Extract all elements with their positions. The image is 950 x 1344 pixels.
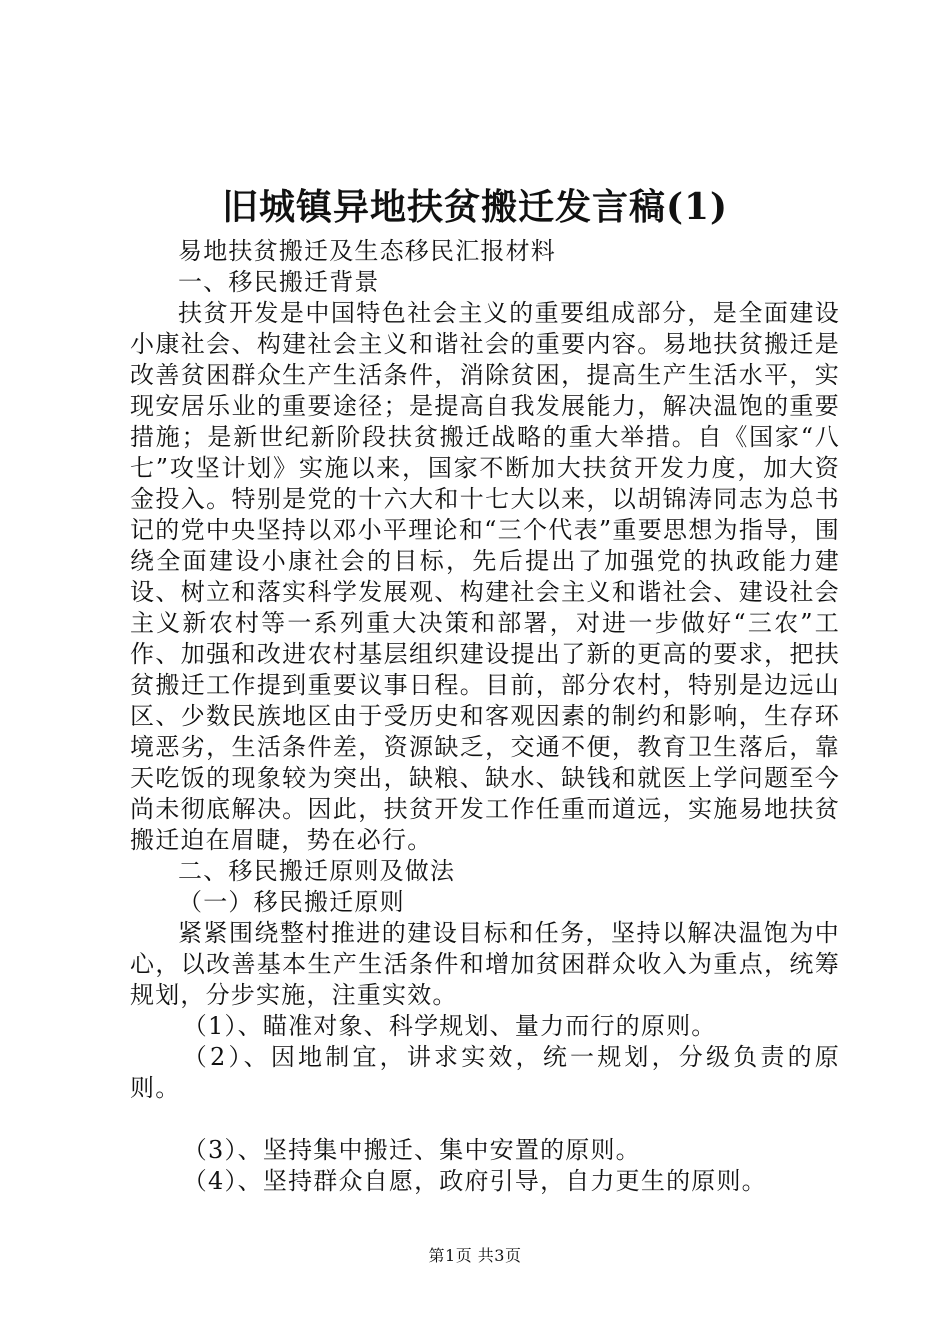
paragraph-spacer [130, 1104, 840, 1135]
subsection-heading-principles: （一）移民搬迁原则 [178, 888, 405, 916]
section-heading-principles: 二、移民搬迁原则及做法 [178, 857, 456, 885]
document-body [130, 236, 840, 1197]
document-title: 旧城镇异地扶贫搬迁发言稿(1) [221, 186, 729, 228]
principle-item-3: （3）、坚持集中搬迁、集中安置的原则。 [182, 1136, 641, 1164]
principles-intro-paragraph: 紧紧围绕整村推进的建设目标和任务，坚持以解决温饱为中心，以改善基本生产生活条件和增加贫困群众收入为重点，统筹规划，分步实施，注重实效。 [130, 919, 840, 1009]
background-paragraph: 扶贫开发是中国特色社会主义的重要组成部分，是全面建设小康社会、构建社会主义和谐社会的重要内容。易地扶贫搬迁是改善贫困群众生产生活条件，消除贫困，提高生产生活水平，实现安居乐业的重要途径；是提高自我发展能力，解决温饱的重要措施；是新世纪新阶段扶贫搬迁战略的重大举措。自《国家“八七”攻坚计划》实施以来，国家不断加大扶贫开发力度，加大资金投入。特别是党的十六大和十七大以来，以胡锦涛同志为总书记的党中央坚持以邓小平理论和“三个代表”重要思想为指导，围绕全面建设小康社会的目标，先后提出了加强党的执政能力建设、树立和落实科学发展观、构建社会主义和谐社会、建设社会主义新农村等一系列重大决策和部署，对进一步做好“三农”工作、加强和改进农村基层组织建设提出了新的更高的要求，把扶贫搬迁工作提到重要议事日程。目前，部分农村，特别是边远山区、少数民族地区由于受历史和客观因素的制约和影响，生存环境恶劣，生活条件差，资源缺乏，交通不便，教育卫生落后，靠天吃饭的现象较为突出，缺粮、缺水、缺钱和就医上学问题至今尚未彻底解决。因此，扶贫开发工作任重而道远，实施易地扶贫搬迁迫在眉睫，势在必行。 [130, 299, 840, 854]
principle-item-2: （2）、因地制宜，讲求实效，统一规划，分级负责的原则。 [130, 1043, 840, 1102]
page-footer: 第1页 共3页 [428, 1246, 522, 1265]
principle-item-1: （1）、瞄准对象、科学规划、量力而行的原则。 [182, 1012, 717, 1040]
section-heading-background: 一、移民搬迁背景 [178, 268, 380, 296]
principle-item-4: （4）、坚持群众自愿，政府引导，自力更生的原则。 [182, 1167, 767, 1195]
subtitle: 易地扶贫搬迁及生态移民汇报材料 [178, 237, 556, 265]
